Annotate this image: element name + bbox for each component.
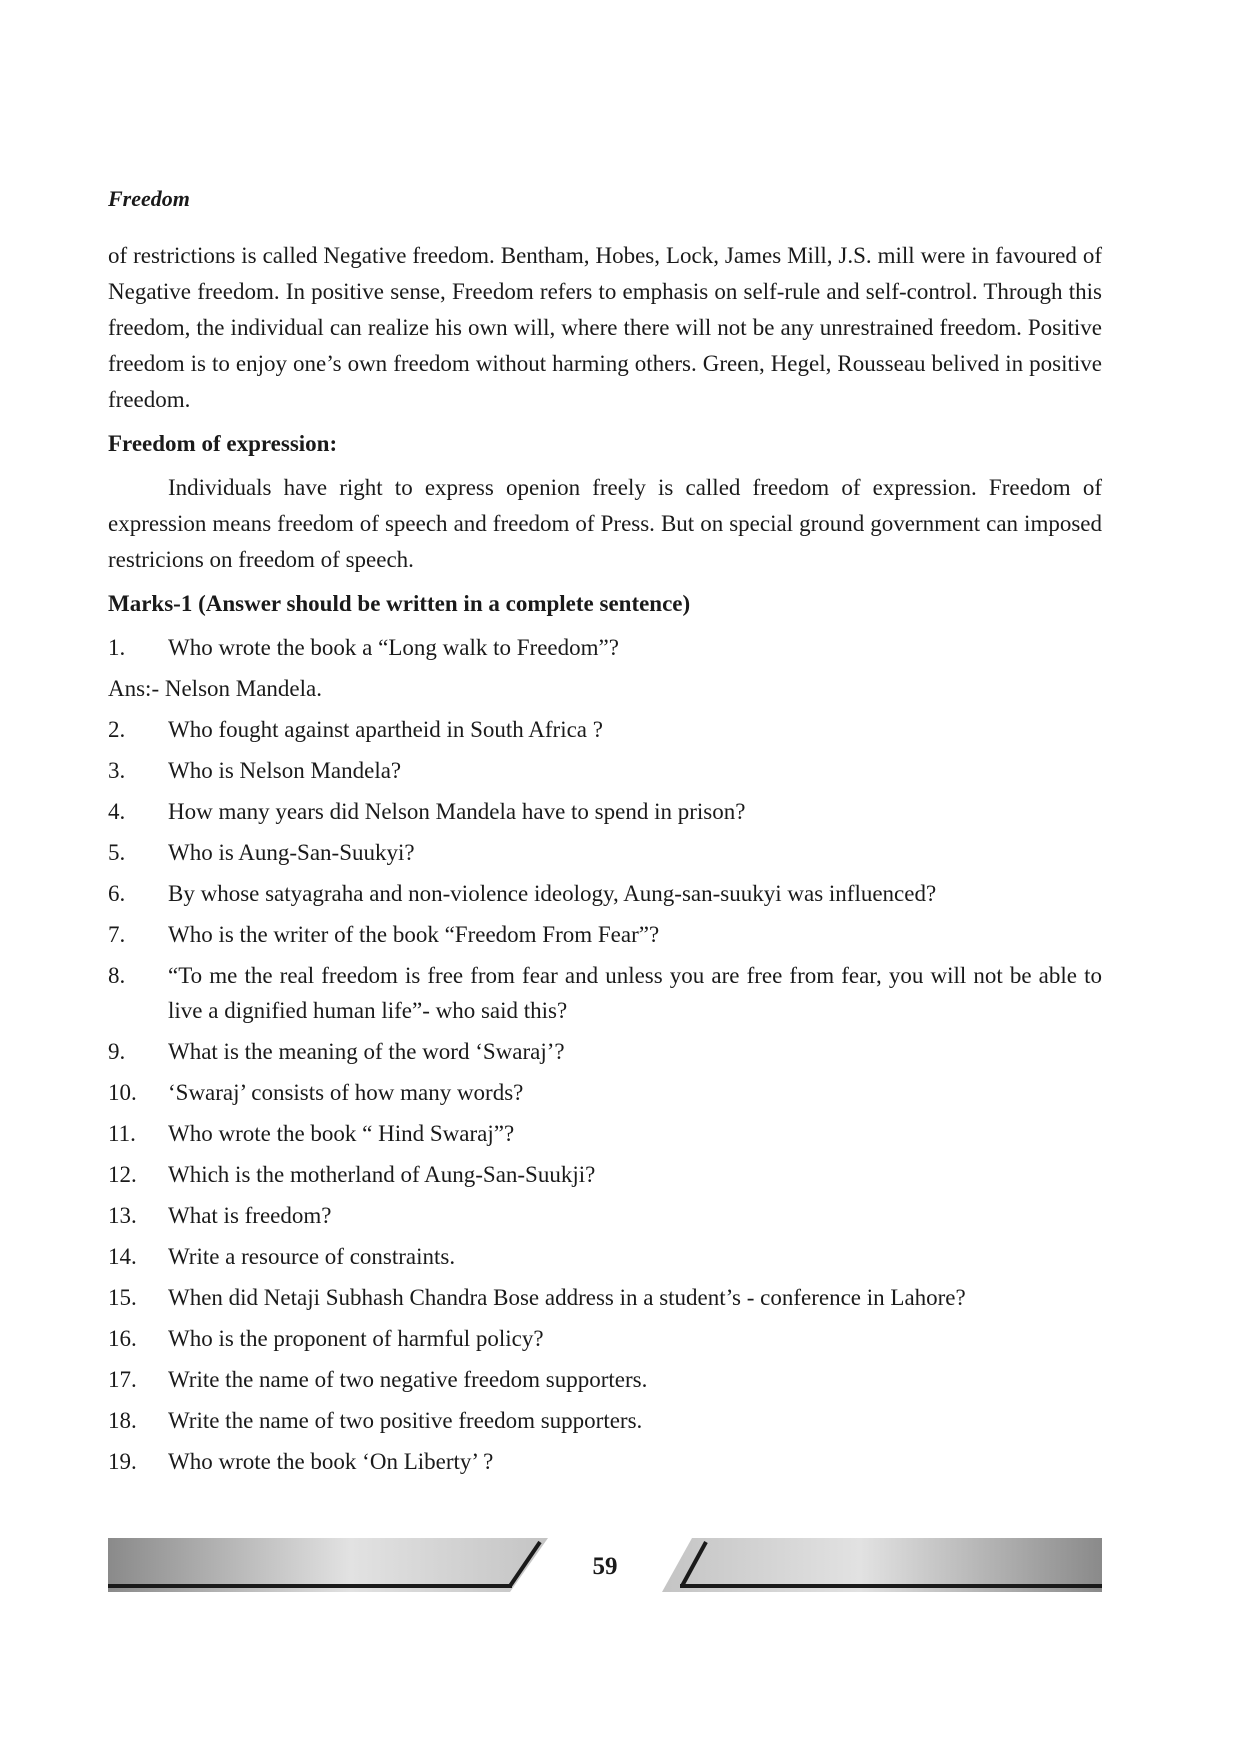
question-item <box>108 1239 1102 1274</box>
question-number: 10. <box>108 1080 137 1105</box>
question-number: 9. <box>108 1039 126 1064</box>
question-number: 12. <box>108 1162 137 1187</box>
question-list <box>108 712 1102 1479</box>
question-number: 5. <box>108 840 126 865</box>
body-text <box>108 238 1102 1485</box>
question-number: 17. <box>108 1367 137 1392</box>
answer-text: Ans:- Nelson Mandela. <box>108 676 322 701</box>
question-item <box>108 1280 1102 1315</box>
footer-bar-right <box>662 1538 1102 1592</box>
question-text: Who fought against apartheid in South Africa ? <box>168 717 603 742</box>
question-item <box>108 630 1102 665</box>
question-number: 14. <box>108 1244 137 1269</box>
question-text: Write a resource of constraints. <box>168 1244 456 1269</box>
question-text: Who is the proponent of harmful policy? <box>168 1326 544 1351</box>
question-text: When did Netaji Subhash Chandra Bose address in a student’s - conference in Lahore? <box>168 1285 966 1310</box>
question-text: Who is Nelson Mandela? <box>168 758 402 783</box>
heading-marks-1: Marks-1 (Answer should be written in a complete sentence) <box>108 591 691 616</box>
question-item <box>108 876 1102 911</box>
question-text: Write the name of two positive freedom supporters. <box>168 1408 643 1433</box>
question-item <box>108 1403 1102 1438</box>
question-number: 2. <box>108 717 126 742</box>
question-item <box>108 1321 1102 1356</box>
question-item <box>108 1116 1102 1151</box>
question-number: 1. <box>108 635 126 660</box>
question-number: 16. <box>108 1326 137 1351</box>
question-item <box>108 958 1102 1028</box>
question-text: What is freedom? <box>168 1203 332 1228</box>
question-number: 11. <box>108 1121 136 1146</box>
question-item <box>108 1034 1102 1069</box>
question-text: Write the name of two negative freedom supporters. <box>168 1367 648 1392</box>
heading-freedom-of-expression: Freedom of expression: <box>108 431 338 456</box>
question-text: Who wrote the book a “Long walk to Freedom”? <box>168 635 619 660</box>
question-text: By whose satyagraha and non-violence ideology, Aung-san-suukyi was influenced? <box>168 881 937 906</box>
footer-bar-left <box>108 1538 548 1592</box>
question-text: What is the meaning of the word ‘Swaraj’? <box>168 1039 565 1064</box>
question-item <box>108 712 1102 747</box>
question-text: ‘Swaraj’ consists of how many words? <box>168 1080 524 1105</box>
question-item <box>108 1444 1102 1479</box>
question-text: Who is the writer of the book “Freedom From Fear”? <box>168 922 660 947</box>
question-item <box>108 917 1102 952</box>
question-number: 19. <box>108 1449 137 1474</box>
running-head: Freedom <box>108 186 190 211</box>
question-number: 8. <box>108 963 126 988</box>
question-text: Who wrote the book ‘On Liberty’ ? <box>168 1449 494 1474</box>
question-number: 15. <box>108 1285 137 1310</box>
question-number: 4. <box>108 799 126 824</box>
question-text: Which is the motherland of Aung-San-Suukji? <box>168 1162 596 1187</box>
question-text: “To me the real freedom is free from fear and unless you are free from fear, you will not be able to live a dignified human life”- who said this? <box>168 963 1102 1023</box>
question-number: 18. <box>108 1408 137 1433</box>
question-item <box>108 1198 1102 1233</box>
question-number: 13. <box>108 1203 137 1228</box>
question-item <box>108 1075 1102 1110</box>
question-item <box>108 794 1102 829</box>
paragraph-freedom-of-expression: Individuals have right to express openion freely is called freedom of expression. Freedom of expression means freedom of speech and freedom of Press. But on special ground government can imposed restricions on freedom of speech. <box>108 475 1102 572</box>
question-number: 6. <box>108 881 126 906</box>
question-item <box>108 1157 1102 1192</box>
question-number: 7. <box>108 922 126 947</box>
question-text: How many years did Nelson Mandela have to spend in prison? <box>168 799 746 824</box>
paragraph-negative-positive-freedom: of restrictions is called Negative freedom. Bentham, Hobes, Lock, James Mill, J.S. mill were in favoured of Negative freedom. In positive sense, Freedom refers to emphasis on self-rule and self-control. Through this freedom, the individual can realize his own will, where there will not be any unrestrained freedom. Positive freedom is to enjoy one’s own freedom without harming others. Green, Hegel, Rousseau belived in positive freedom. <box>108 243 1102 412</box>
question-number: 3. <box>108 758 126 783</box>
question-item <box>108 835 1102 870</box>
page-number: 59 <box>592 1553 618 1580</box>
footer-decoration <box>0 1536 1240 1596</box>
question-text: Who is Aung-San-Suukyi? <box>168 840 415 865</box>
question-item <box>108 1362 1102 1397</box>
question-text: Who wrote the book “ Hind Swaraj”? <box>168 1121 515 1146</box>
question-item <box>108 753 1102 788</box>
